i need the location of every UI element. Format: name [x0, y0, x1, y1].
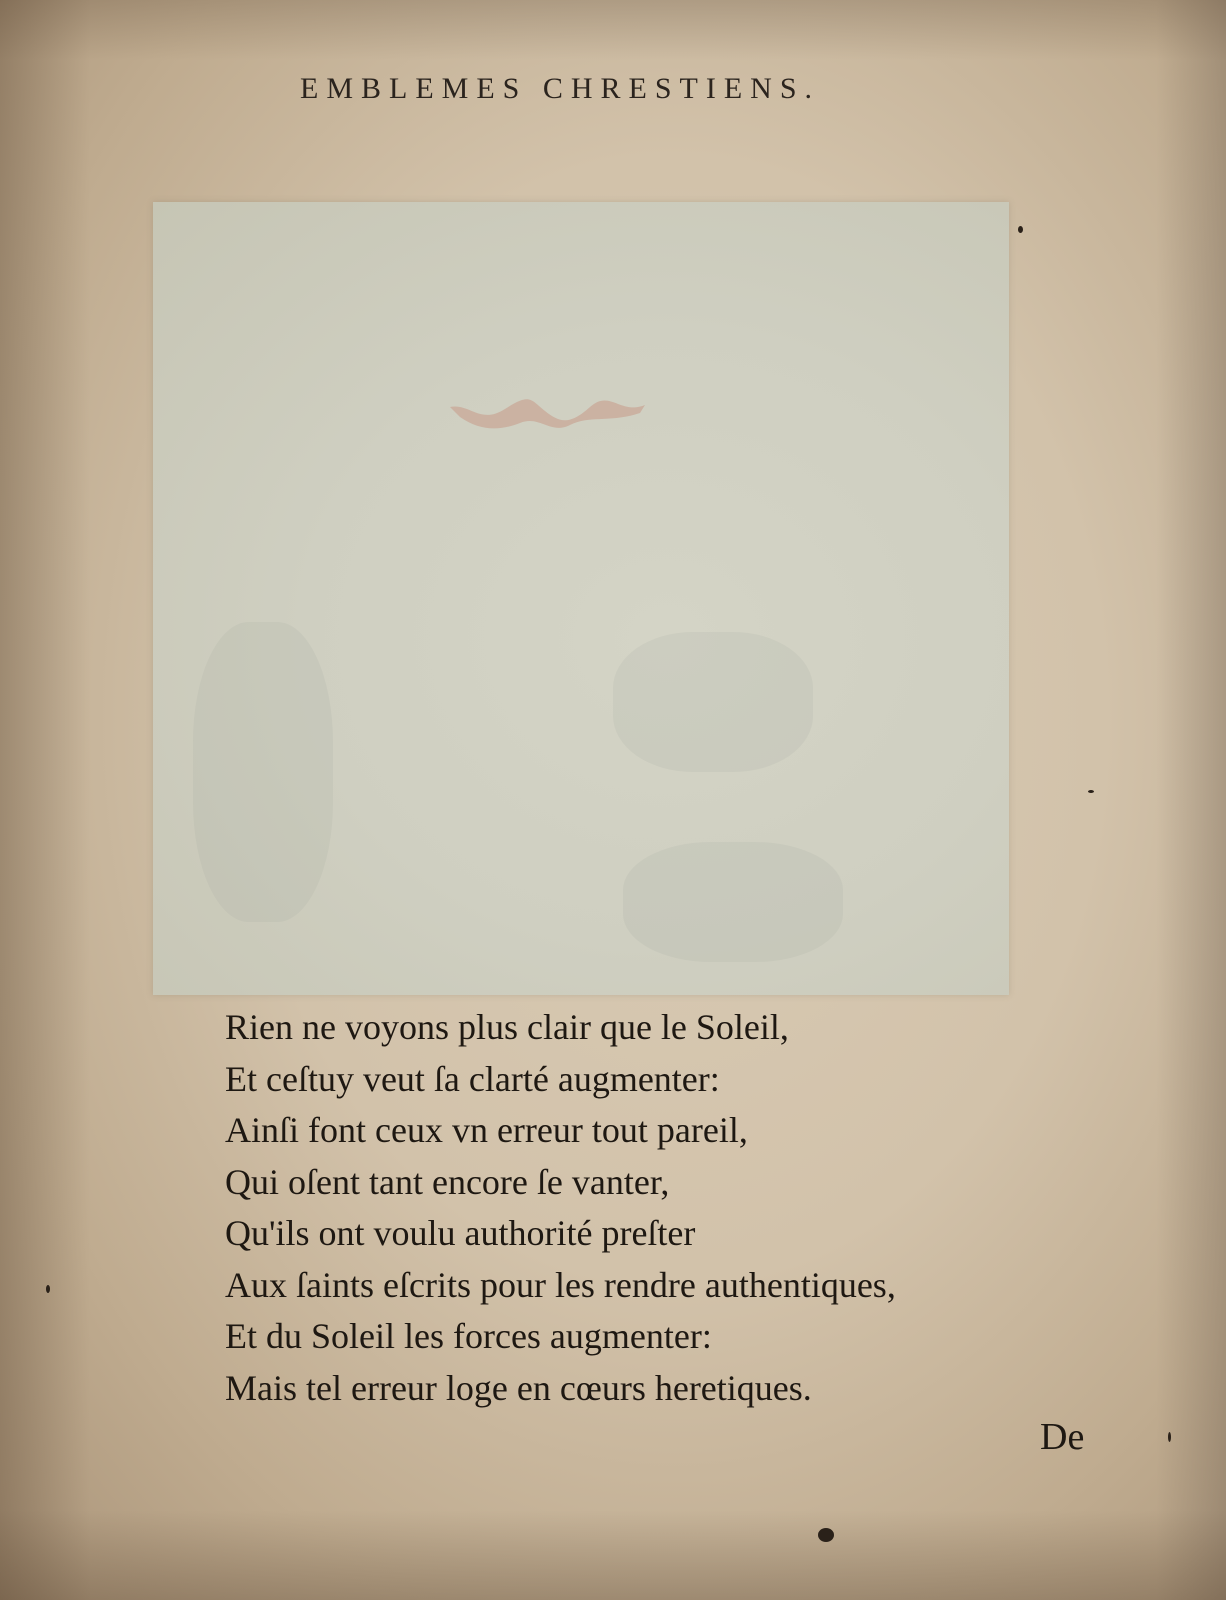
bottom-edge-shadow [0, 1510, 1226, 1600]
emblem-plate [153, 202, 1009, 995]
running-head: EMBLEMES CHRESTIENS. [300, 72, 821, 105]
ink-speck [1168, 1432, 1171, 1442]
faded-image-area [193, 622, 333, 922]
verse-line-3: Ainſi font ceux vn erreur tout pareil, [225, 1110, 748, 1150]
verse-line-7: Et du Soleil les forces augmenter: [225, 1316, 712, 1356]
left-edge-shadow [0, 0, 90, 1600]
ink-speck [1088, 790, 1094, 793]
verse-line-2: Et ceſtuy veut ſa clarté augmenter: [225, 1058, 720, 1099]
faded-image-area [613, 632, 813, 772]
verse-stanza [225, 1002, 1045, 1414]
stain-mark-icon [450, 395, 650, 435]
faded-image-area [623, 842, 843, 962]
verse-line-5: Qu'ils ont voulu authorité preſter [225, 1213, 696, 1253]
right-edge-shadow [1156, 0, 1226, 1600]
verse-line-1: Rien ne voyons plus clair que le Soleil, [225, 1007, 789, 1047]
verse-line-4: Qui oſent tant encore ſe vanter, [225, 1161, 670, 1202]
verse-line-6: Aux ſaints eſcrits pour les rendre authentiques, [225, 1264, 896, 1305]
ink-speck [1018, 226, 1023, 233]
ink-speck [818, 1528, 834, 1542]
top-edge-shadow [0, 0, 1226, 60]
verse-line-8: Mais tel erreur loge en cœurs heretiques. [225, 1367, 812, 1408]
catchword: De [1040, 1416, 1085, 1458]
ink-speck [46, 1285, 50, 1293]
